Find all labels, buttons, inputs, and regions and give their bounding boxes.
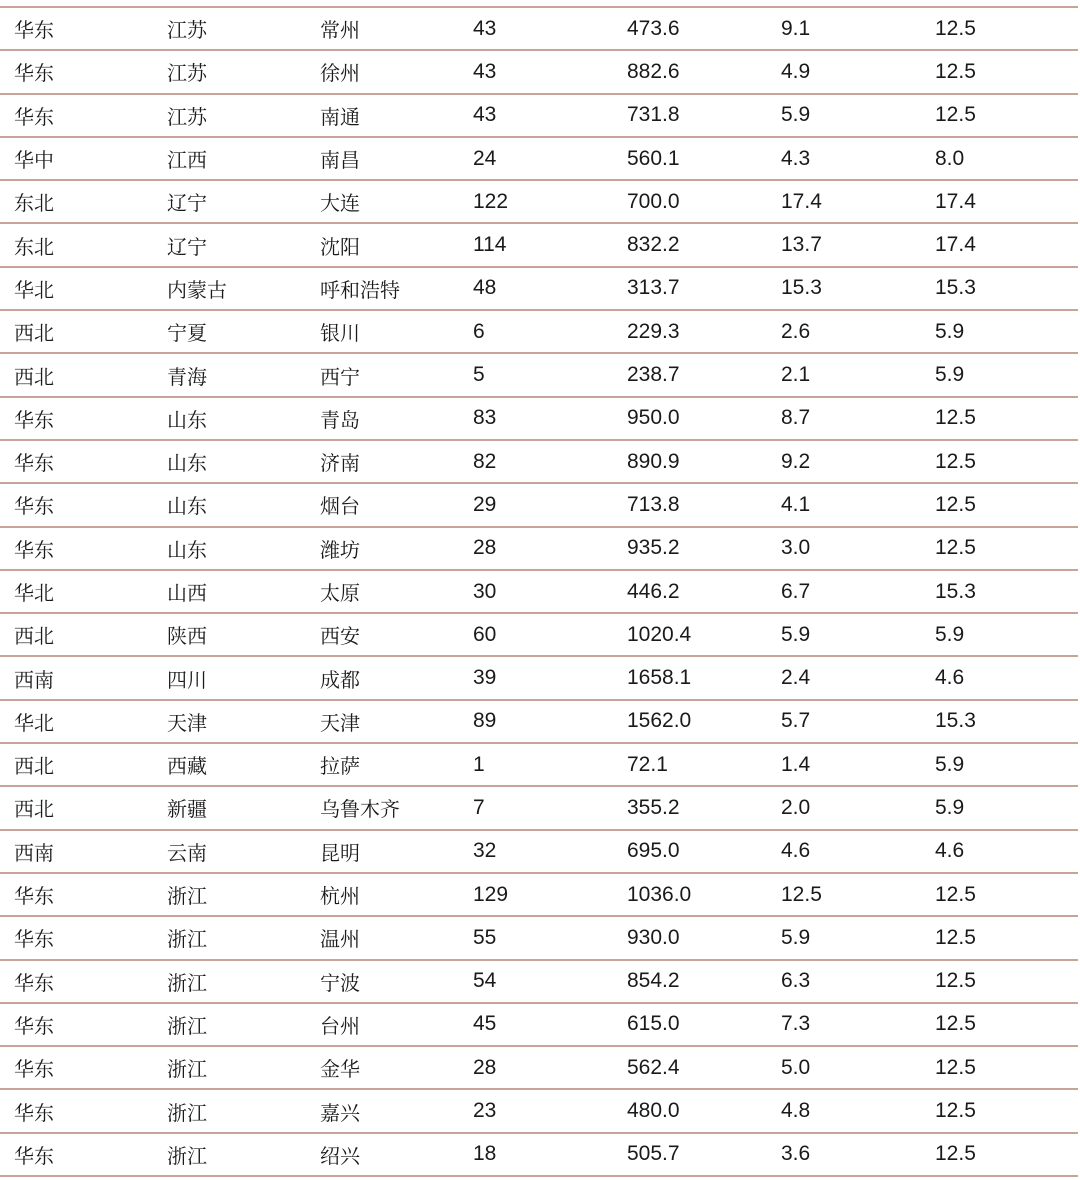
cell-province: 新疆 [153, 786, 306, 829]
cell-value: 950.0 [613, 397, 767, 440]
cell-ratio-b: 12.5 [921, 397, 1078, 440]
cell-count: 29 [459, 483, 613, 526]
cell-count: 55 [459, 916, 613, 959]
cell-value: 890.9 [613, 440, 767, 483]
cell-province: 山东 [153, 527, 306, 570]
table-row [0, 570, 1078, 613]
cell-value: 229.3 [613, 310, 767, 353]
cell-province: 江苏 [153, 94, 306, 137]
table-body [0, 7, 1078, 1176]
cell-ratio-b: 15.3 [921, 570, 1078, 613]
cell-ratio-b: 12.5 [921, 1133, 1078, 1176]
cell-city: 太原 [306, 570, 459, 613]
cell-ratio-a: 2.6 [767, 310, 921, 353]
table-row [0, 916, 1078, 959]
cell-city: 潍坊 [306, 527, 459, 570]
cell-ratio-b: 12.5 [921, 1046, 1078, 1089]
cell-count: 24 [459, 137, 613, 180]
cell-region: 华北 [0, 570, 153, 613]
table-row [0, 830, 1078, 873]
cell-ratio-b: 5.9 [921, 613, 1078, 656]
cell-region: 华东 [0, 873, 153, 916]
cell-city: 银川 [306, 310, 459, 353]
cell-value: 935.2 [613, 527, 767, 570]
cell-ratio-a: 2.1 [767, 353, 921, 396]
cell-ratio-b: 12.5 [921, 527, 1078, 570]
cell-province: 内蒙古 [153, 267, 306, 310]
table-row [0, 483, 1078, 526]
cell-ratio-a: 4.6 [767, 830, 921, 873]
cell-count: 82 [459, 440, 613, 483]
table-row [0, 310, 1078, 353]
cell-city: 徐州 [306, 50, 459, 93]
cell-ratio-a: 12.5 [767, 873, 921, 916]
table-row [0, 960, 1078, 1003]
cell-value: 713.8 [613, 483, 767, 526]
data-table-container [0, 6, 1080, 1177]
cell-region: 东北 [0, 180, 153, 223]
cell-ratio-a: 2.0 [767, 786, 921, 829]
cell-ratio-a: 4.8 [767, 1089, 921, 1132]
cell-province: 浙江 [153, 960, 306, 1003]
cell-region: 华东 [0, 440, 153, 483]
cell-count: 6 [459, 310, 613, 353]
cell-value: 72.1 [613, 743, 767, 786]
cell-province: 山东 [153, 440, 306, 483]
cell-ratio-a: 4.3 [767, 137, 921, 180]
cell-count: 114 [459, 223, 613, 266]
cell-region: 西北 [0, 786, 153, 829]
cell-ratio-b: 4.6 [921, 656, 1078, 699]
cell-region: 西北 [0, 353, 153, 396]
cell-region: 西南 [0, 656, 153, 699]
cell-province: 西藏 [153, 743, 306, 786]
cell-value: 832.2 [613, 223, 767, 266]
cell-ratio-a: 6.3 [767, 960, 921, 1003]
cell-count: 45 [459, 1003, 613, 1046]
cell-city: 呼和浩特 [306, 267, 459, 310]
table-row [0, 743, 1078, 786]
table-row [0, 137, 1078, 180]
cell-value: 480.0 [613, 1089, 767, 1132]
cell-count: 39 [459, 656, 613, 699]
cell-value: 700.0 [613, 180, 767, 223]
cell-province: 青海 [153, 353, 306, 396]
cell-ratio-b: 8.0 [921, 137, 1078, 180]
table-row [0, 180, 1078, 223]
cell-count: 28 [459, 1046, 613, 1089]
cell-value: 562.4 [613, 1046, 767, 1089]
cell-count: 43 [459, 50, 613, 93]
cell-city: 青岛 [306, 397, 459, 440]
cell-ratio-a: 5.0 [767, 1046, 921, 1089]
cell-city: 昆明 [306, 830, 459, 873]
cell-ratio-a: 4.9 [767, 50, 921, 93]
cell-region: 华东 [0, 916, 153, 959]
cell-ratio-a: 9.2 [767, 440, 921, 483]
cell-province: 浙江 [153, 916, 306, 959]
table-row [0, 397, 1078, 440]
cell-city: 乌鲁木齐 [306, 786, 459, 829]
cell-ratio-b: 5.9 [921, 310, 1078, 353]
cell-region: 华东 [0, 1003, 153, 1046]
cell-province: 山西 [153, 570, 306, 613]
cell-region: 西北 [0, 613, 153, 656]
cell-count: 5 [459, 353, 613, 396]
cell-region: 华东 [0, 960, 153, 1003]
table-row [0, 527, 1078, 570]
table-row [0, 440, 1078, 483]
cell-ratio-a: 3.0 [767, 527, 921, 570]
cell-region: 华东 [0, 1046, 153, 1089]
cell-province: 宁夏 [153, 310, 306, 353]
table-row [0, 267, 1078, 310]
cell-count: 89 [459, 700, 613, 743]
cell-value: 473.6 [613, 7, 767, 50]
cell-value: 313.7 [613, 267, 767, 310]
cell-ratio-a: 2.4 [767, 656, 921, 699]
table-row [0, 7, 1078, 50]
cell-count: 60 [459, 613, 613, 656]
cell-city: 台州 [306, 1003, 459, 1046]
cell-count: 23 [459, 1089, 613, 1132]
cell-value: 1562.0 [613, 700, 767, 743]
cell-ratio-b: 17.4 [921, 223, 1078, 266]
cell-ratio-b: 5.9 [921, 786, 1078, 829]
cell-region: 西北 [0, 743, 153, 786]
cell-ratio-a: 1.4 [767, 743, 921, 786]
cell-count: 30 [459, 570, 613, 613]
cell-city: 天津 [306, 700, 459, 743]
cell-region: 华东 [0, 7, 153, 50]
cell-city: 常州 [306, 7, 459, 50]
cell-ratio-b: 12.5 [921, 916, 1078, 959]
cell-value: 882.6 [613, 50, 767, 93]
cell-ratio-a: 13.7 [767, 223, 921, 266]
cell-ratio-a: 6.7 [767, 570, 921, 613]
cell-value: 615.0 [613, 1003, 767, 1046]
cell-ratio-b: 15.3 [921, 700, 1078, 743]
cell-ratio-b: 12.5 [921, 7, 1078, 50]
cell-province: 山东 [153, 397, 306, 440]
cell-count: 43 [459, 7, 613, 50]
cell-province: 浙江 [153, 1003, 306, 1046]
cell-count: 18 [459, 1133, 613, 1176]
cell-value: 695.0 [613, 830, 767, 873]
cell-ratio-b: 12.5 [921, 873, 1078, 916]
cell-ratio-b: 12.5 [921, 94, 1078, 137]
cell-ratio-a: 3.6 [767, 1133, 921, 1176]
cell-count: 28 [459, 527, 613, 570]
cell-region: 华东 [0, 397, 153, 440]
cell-city: 大连 [306, 180, 459, 223]
cell-province: 四川 [153, 656, 306, 699]
cell-ratio-b: 17.4 [921, 180, 1078, 223]
table-row [0, 1046, 1078, 1089]
cell-ratio-b: 12.5 [921, 483, 1078, 526]
cell-region: 华东 [0, 1089, 153, 1132]
cell-city: 沈阳 [306, 223, 459, 266]
table-row [0, 50, 1078, 93]
cell-value: 1020.4 [613, 613, 767, 656]
cell-ratio-a: 4.1 [767, 483, 921, 526]
cell-province: 浙江 [153, 1089, 306, 1132]
cell-ratio-a: 5.9 [767, 916, 921, 959]
cell-city: 西宁 [306, 353, 459, 396]
cell-count: 48 [459, 267, 613, 310]
cell-province: 陕西 [153, 613, 306, 656]
cell-region: 华中 [0, 137, 153, 180]
cell-value: 505.7 [613, 1133, 767, 1176]
cell-value: 854.2 [613, 960, 767, 1003]
cell-province: 山东 [153, 483, 306, 526]
table-row [0, 786, 1078, 829]
cell-region: 华东 [0, 483, 153, 526]
cell-count: 1 [459, 743, 613, 786]
cell-count: 32 [459, 830, 613, 873]
cell-region: 华北 [0, 700, 153, 743]
cell-value: 1658.1 [613, 656, 767, 699]
cell-ratio-a: 5.7 [767, 700, 921, 743]
cell-region: 西北 [0, 310, 153, 353]
cell-city: 西安 [306, 613, 459, 656]
table-row [0, 656, 1078, 699]
table-row [0, 1133, 1078, 1176]
table-row [0, 1003, 1078, 1046]
table-row [0, 94, 1078, 137]
cell-city: 拉萨 [306, 743, 459, 786]
cell-city: 嘉兴 [306, 1089, 459, 1132]
cell-value: 1036.0 [613, 873, 767, 916]
cell-ratio-a: 5.9 [767, 94, 921, 137]
cell-count: 129 [459, 873, 613, 916]
cell-province: 云南 [153, 830, 306, 873]
cell-province: 江苏 [153, 7, 306, 50]
cell-ratio-b: 12.5 [921, 1003, 1078, 1046]
cell-city: 南通 [306, 94, 459, 137]
cell-region: 东北 [0, 223, 153, 266]
table-row [0, 873, 1078, 916]
cell-ratio-b: 12.5 [921, 50, 1078, 93]
cell-province: 江苏 [153, 50, 306, 93]
cell-ratio-a: 15.3 [767, 267, 921, 310]
cell-ratio-a: 7.3 [767, 1003, 921, 1046]
cell-count: 7 [459, 786, 613, 829]
table-row [0, 1089, 1078, 1132]
cell-count: 54 [459, 960, 613, 1003]
cell-count: 43 [459, 94, 613, 137]
cell-ratio-b: 12.5 [921, 1089, 1078, 1132]
cell-region: 华东 [0, 50, 153, 93]
table-row [0, 613, 1078, 656]
cell-province: 江西 [153, 137, 306, 180]
cell-value: 731.8 [613, 94, 767, 137]
cell-city: 宁波 [306, 960, 459, 1003]
cell-region: 华北 [0, 267, 153, 310]
cell-ratio-b: 15.3 [921, 267, 1078, 310]
cell-ratio-a: 9.1 [767, 7, 921, 50]
cell-city: 金华 [306, 1046, 459, 1089]
cell-count: 83 [459, 397, 613, 440]
cell-province: 辽宁 [153, 180, 306, 223]
data-table [0, 6, 1078, 1177]
cell-province: 浙江 [153, 1046, 306, 1089]
cell-region: 华东 [0, 1133, 153, 1176]
cell-province: 辽宁 [153, 223, 306, 266]
cell-province: 浙江 [153, 873, 306, 916]
cell-value: 930.0 [613, 916, 767, 959]
table-row [0, 700, 1078, 743]
cell-city: 杭州 [306, 873, 459, 916]
cell-city: 成都 [306, 656, 459, 699]
cell-ratio-a: 8.7 [767, 397, 921, 440]
cell-city: 温州 [306, 916, 459, 959]
cell-city: 南昌 [306, 137, 459, 180]
cell-ratio-b: 4.6 [921, 830, 1078, 873]
cell-province: 浙江 [153, 1133, 306, 1176]
table-row [0, 353, 1078, 396]
cell-ratio-b: 12.5 [921, 440, 1078, 483]
cell-city: 烟台 [306, 483, 459, 526]
cell-value: 238.7 [613, 353, 767, 396]
cell-ratio-b: 5.9 [921, 743, 1078, 786]
table-row [0, 223, 1078, 266]
cell-value: 560.1 [613, 137, 767, 180]
cell-region: 西南 [0, 830, 153, 873]
cell-city: 绍兴 [306, 1133, 459, 1176]
cell-ratio-a: 5.9 [767, 613, 921, 656]
cell-region: 华东 [0, 94, 153, 137]
cell-ratio-b: 5.9 [921, 353, 1078, 396]
cell-value: 355.2 [613, 786, 767, 829]
cell-ratio-a: 17.4 [767, 180, 921, 223]
cell-region: 华东 [0, 527, 153, 570]
cell-value: 446.2 [613, 570, 767, 613]
cell-count: 122 [459, 180, 613, 223]
cell-ratio-b: 12.5 [921, 960, 1078, 1003]
cell-province: 天津 [153, 700, 306, 743]
cell-city: 济南 [306, 440, 459, 483]
